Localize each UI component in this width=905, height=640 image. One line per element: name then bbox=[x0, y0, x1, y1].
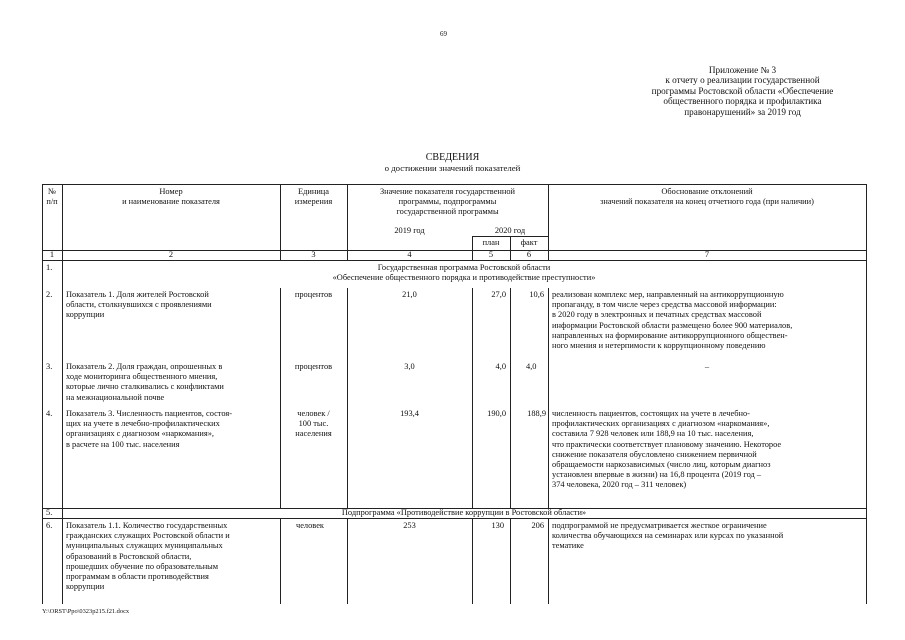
row-number: 5. bbox=[46, 508, 53, 517]
appendix-line: общественного порядка и профилактика bbox=[663, 96, 822, 107]
header-unit: Единица измерения bbox=[294, 187, 333, 207]
table-rule bbox=[472, 288, 473, 508]
section-title: Подпрограмма «Противодействие коррупции в Ростовской области» bbox=[341, 508, 587, 517]
row-number: 2. bbox=[46, 290, 53, 299]
header-fact: факт bbox=[520, 238, 538, 247]
column-number: 5 bbox=[488, 250, 494, 259]
indicator-name: Показатель 1.1. Количество государственных гражданских служащих Ростовской области и муниципальных служащих муниципальных образований в Ростовской области, прошедших обучение по образовательным программам в области противодействия коррупции bbox=[66, 521, 230, 592]
header-year-2019: 2019 год bbox=[394, 226, 425, 235]
row-number: 3. bbox=[46, 362, 53, 371]
appendix-line: Приложение № 3 bbox=[708, 65, 777, 75]
unit-cell: процентов bbox=[294, 290, 333, 299]
row-number: 1. bbox=[46, 263, 53, 272]
table-rule bbox=[510, 288, 511, 508]
value-fact: 206 bbox=[531, 521, 544, 530]
table-rule bbox=[62, 184, 63, 604]
column-number: 7 bbox=[704, 250, 710, 259]
table-rule bbox=[347, 288, 348, 508]
value-2019: 21,0 bbox=[402, 290, 417, 299]
appendix-note bbox=[640, 65, 845, 117]
justification-text: реализован комплекс мер, направленный на антикоррупционную пропаганду, в том числе через средства массовой информации: в 2020 году в электронных и печатных средствах массовой информации Ростовской области размещено более 900 материалов, направленных на формирование антикоррупционного обществен- ного мнения и нетерпимости к коррупционному поведению bbox=[552, 290, 793, 351]
header-justification: Обоснование отклонений значений показателя на конец отчетного года (при наличии) bbox=[600, 187, 814, 207]
header-num: № п/п bbox=[46, 187, 58, 207]
value-plan: 27,0 bbox=[491, 290, 506, 299]
column-number: 2 bbox=[168, 250, 174, 259]
table-rule bbox=[866, 184, 867, 604]
section-title: Государственная программа Ростовской области «Обеспечение общественного порядка и противодействие преступности» bbox=[332, 263, 596, 283]
value-plan: 4,0 bbox=[495, 362, 506, 371]
indicator-name: Показатель 3. Численность пациентов, состоя- щих на учете в лечебно-профилактических организациях с диагнозом «наркомания», в расчете на 100 тыс. населения bbox=[66, 409, 233, 449]
value-plan: 130 bbox=[491, 521, 504, 530]
unit-cell: процентов bbox=[294, 362, 333, 371]
column-number: 4 bbox=[407, 250, 412, 259]
table-rule bbox=[548, 518, 549, 604]
value-2019: 253 bbox=[403, 521, 416, 530]
table-rule bbox=[42, 184, 867, 185]
appendix-line: к отчету о реализации государственной bbox=[665, 75, 820, 86]
appendix-line: правонарушений» за 2019 год bbox=[684, 106, 801, 117]
indicator-name: Показатель 2. Доля граждан, опрошенных в ходе мониторинга общественного мнения, которые лично сталкивались с конфликтами на межнациональной почве bbox=[66, 362, 224, 402]
justification-text: численность пациентов, состоящих на учете в лечебно- профилактических организациях с диагнозом «наркомания», составила 7 928 человек или 188,9 на 10 тыс. населения, что практически соответствует плановому значению. Некоторое снижение показателя обусловлено снижением первичной обращаемости наркозависимых (число лиц, которым диагноз установлен впервые в жизни) на 16,8 процента (2019 год – 374 человека, 2020 год – 311 человек) bbox=[552, 409, 782, 490]
unit-cell: человек / 100 тыс. населения bbox=[295, 409, 332, 439]
column-number: 3 bbox=[311, 250, 316, 259]
row-number: 4. bbox=[46, 409, 53, 418]
row-number: 6. bbox=[46, 521, 53, 530]
column-number: 6 bbox=[526, 250, 532, 259]
table-rule bbox=[280, 288, 281, 508]
header-plan: план bbox=[482, 238, 500, 247]
header-indicator-name: Номер и наименование показателя bbox=[122, 187, 220, 207]
value-fact: 10,6 bbox=[529, 290, 544, 299]
file-path-footer: Y:\ORST\Ppo\0323p215.f21.docx bbox=[42, 608, 130, 615]
document-subtitle: о достижении значений показателей bbox=[384, 163, 521, 173]
table-rule bbox=[548, 288, 549, 508]
table-rule bbox=[42, 184, 43, 604]
unit-cell: человек bbox=[296, 521, 324, 530]
value-2019: 193,4 bbox=[400, 409, 419, 418]
value-plan: 190,0 bbox=[487, 409, 506, 418]
justification-text: подпрограммой не предусматривается жесткое ограничение количества обучающихся на семинарах или курсах по указанной тематике bbox=[552, 521, 784, 551]
header-value-group: Значение показателя государственной программы, подпрограммы государственной программы bbox=[379, 187, 516, 217]
value-fact: 4,0 bbox=[526, 362, 537, 371]
appendix-line: программы Ростовской области «Обеспечение bbox=[651, 85, 834, 96]
value-2019: 3,0 bbox=[404, 362, 415, 371]
document-title: СВЕДЕНИЯ bbox=[425, 152, 480, 163]
header-year-2020: 2020 год bbox=[494, 226, 526, 235]
column-number: 1 bbox=[49, 250, 55, 259]
justification-text: – bbox=[704, 362, 710, 371]
value-fact: 188,9 bbox=[527, 409, 546, 418]
page-number: 69 bbox=[440, 30, 447, 38]
indicator-name: Показатель 1. Доля жителей Ростовской области, столкнувшихся с проявлениями коррупции bbox=[66, 290, 212, 320]
table-rule bbox=[280, 518, 281, 604]
